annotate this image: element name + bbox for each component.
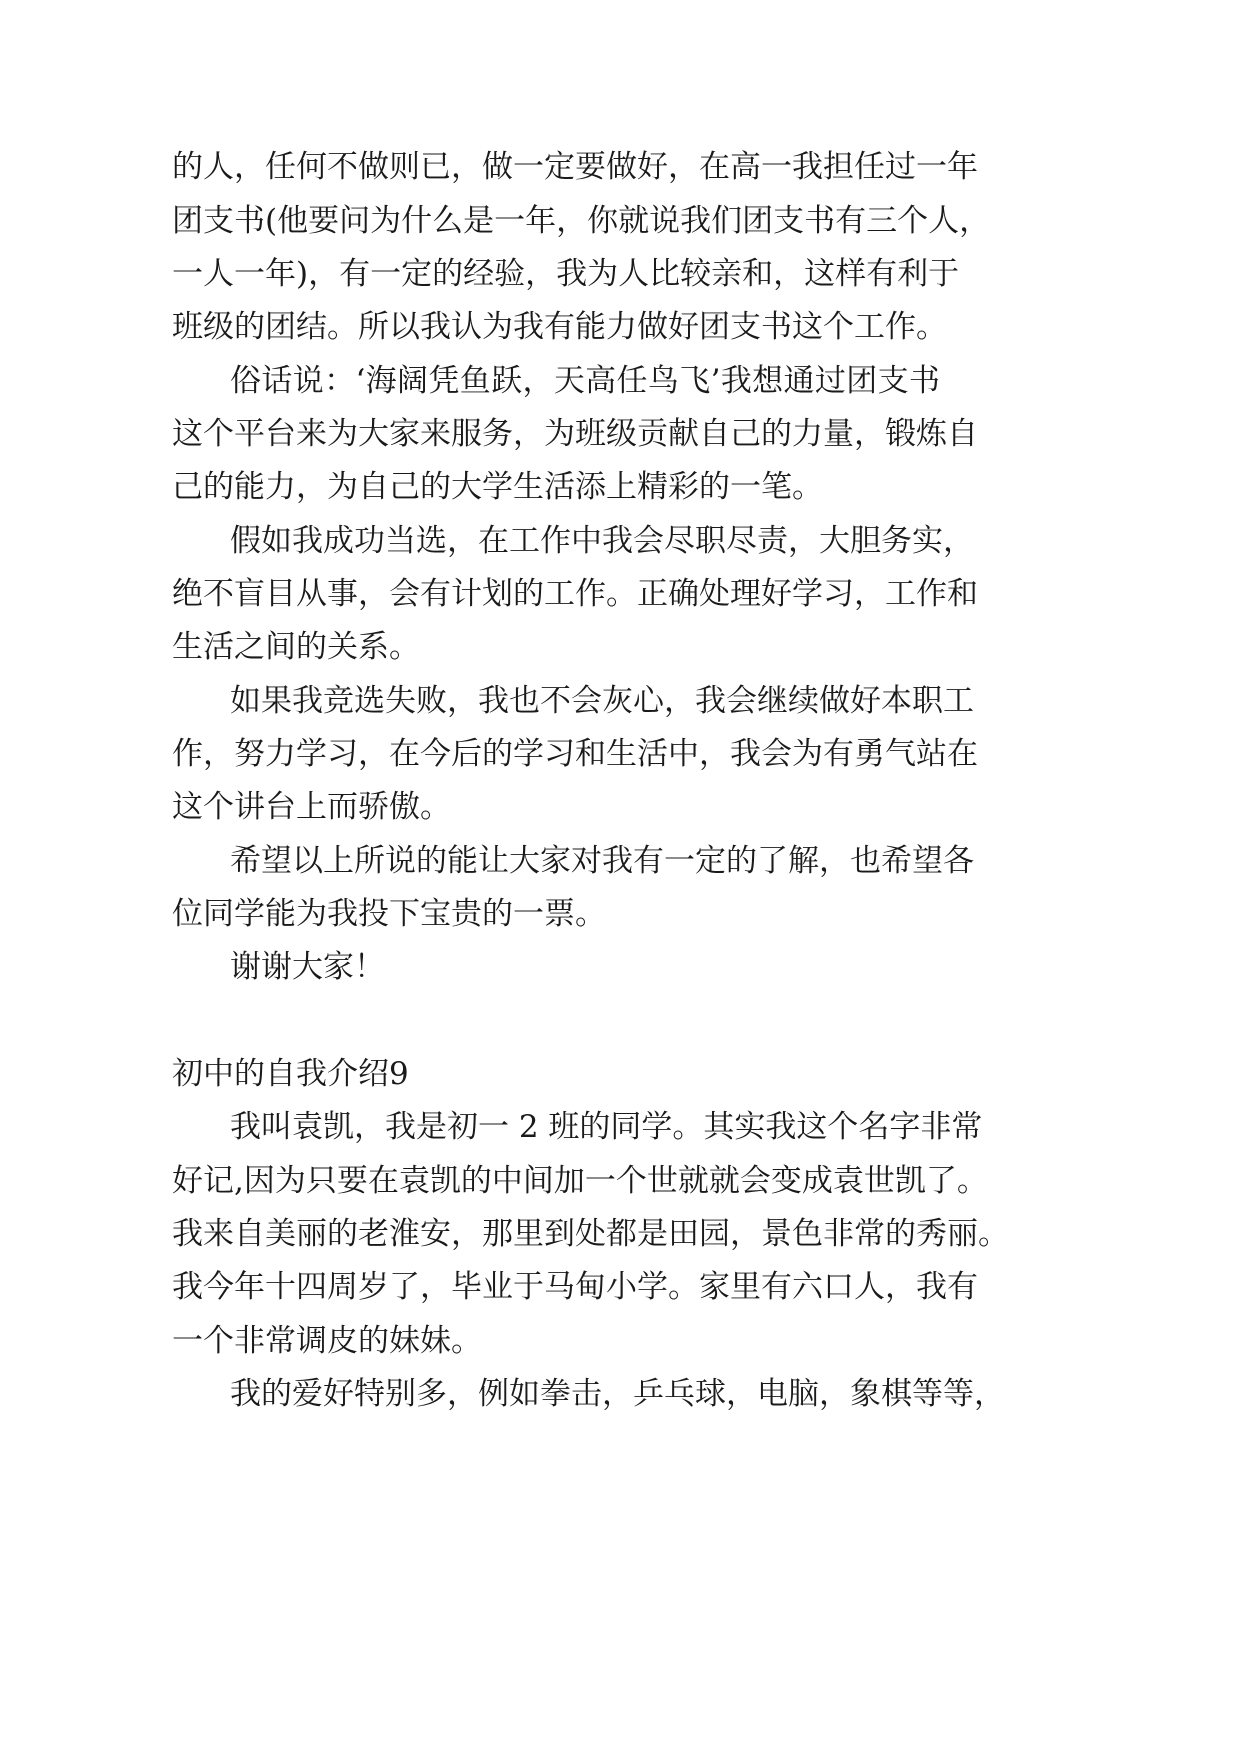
section-heading: 初中的自我介绍9 <box>172 1056 409 1092</box>
text-line: 我来自美丽的老淮安，那里到处都是田园，景色非常的秀丽。 <box>172 1216 1009 1252</box>
text-line: 作，努力学习，在今后的学习和生活中，我会为有勇气站在 <box>172 736 978 772</box>
text-line: 绝不盲目从事，会有计划的工作。正确处理好学习，工作和 <box>172 576 978 612</box>
text-line: 好记,因为只要在袁凯的中间加一个世就就会变成袁世凯了。 <box>172 1163 988 1199</box>
text-line: 我的爱好特别多，例如拳击，乒乓球，电脑，象棋等等， <box>230 1376 1005 1412</box>
text-line: 班级的团结。所以我认为我有能力做好团支书这个工作。 <box>172 309 947 345</box>
text-line: 团支书(他要问为什么是一年，你就说我们团支书有三个人， <box>172 203 991 239</box>
text-line: 己的能力，为自己的大学生活添上精彩的一笔。 <box>172 469 823 505</box>
text-line: 的人，任何不做则已，做一定要做好，在高一我担任过一年 <box>172 149 978 185</box>
text-line: 希望以上所说的能让大家对我有一定的了解，也希望各 <box>230 843 974 879</box>
text-line: 这个平台来为大家来服务，为班级贡献自己的力量，锻炼自 <box>172 416 978 452</box>
text-line: 假如我成功当选，在工作中我会尽职尽责，大胆务实， <box>230 523 974 559</box>
text-line: 我叫袁凯，我是初一 2 班的同学。其实我这个名字非常 <box>230 1109 983 1145</box>
text-line: 生活之间的关系。 <box>172 629 420 665</box>
text-line: 谢谢大家！ <box>230 949 385 985</box>
text-line: 这个讲台上而骄傲。 <box>172 789 451 825</box>
text-line: 一个非常调皮的妹妹。 <box>172 1323 482 1359</box>
text-line: 如果我竞选失败，我也不会灰心，我会继续做好本职工 <box>230 683 974 719</box>
text-line: 俗话说：‘海阔凭鱼跃，天高任鸟飞’我想通过团支书 <box>230 363 940 399</box>
text-line: 一人一年)，有一定的经验，我为人比较亲和，这样有利于 <box>172 256 960 292</box>
text-line: 我今年十四周岁了，毕业于马甸小学。家里有六口人，我有 <box>172 1269 978 1305</box>
text-line: 位同学能为我投下宝贵的一票。 <box>172 896 606 932</box>
